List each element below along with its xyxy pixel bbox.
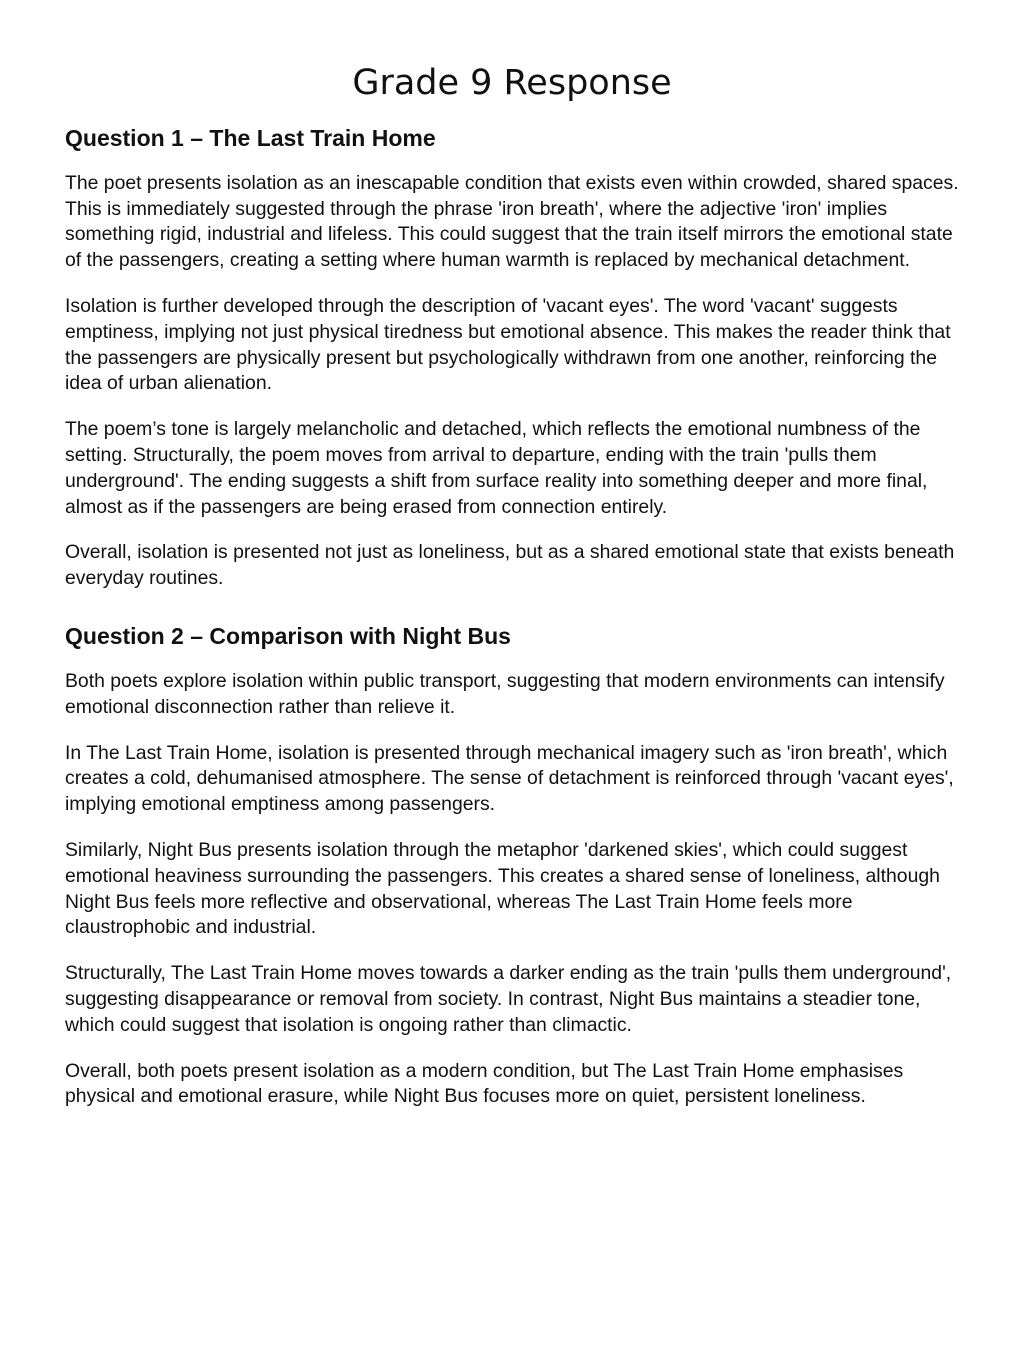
question-1-heading: Question 1 – The Last Train Home xyxy=(65,125,436,151)
paragraph: The poem’s tone is largely melancholic and detached, which reflects the emotional numbness of the setting. Structurally, the poem moves from arrival to departure, ending with the train 'pulls them underground'. The ending suggests a shift from surface reality into something deeper and more final, almost as if the passengers are being erased from connection entirely. xyxy=(65,418,928,518)
document-page xyxy=(65,62,965,1130)
question-2-section xyxy=(65,622,965,1110)
paragraph: Isolation is further developed through the description of 'vacant eyes'. The word 'vacant' suggests emptiness, implying not just physical tiredness but emotional absence. This makes the reader think that the passengers are physically present but psychologically withdrawn from one another, reinforcing the idea of urban alienation. xyxy=(65,295,951,395)
paragraph: In The Last Train Home, isolation is presented through mechanical imagery such as 'iron breath', which creates a cold, dehumanised atmosphere. The sense of detachment is reinforced through 'vacant eyes', implying emotional emptiness among passengers. xyxy=(65,741,954,816)
question-1-section xyxy=(65,124,965,592)
paragraph: Overall, both poets present isolation as a modern condition, but The Last Train Home emphasises physical and emotional erasure, while Night Bus focuses more on quiet, persistent loneliness. xyxy=(65,1059,904,1108)
question-2-heading: Question 2 – Comparison with Night Bus xyxy=(65,623,511,650)
paragraph: Structurally, The Last Train Home moves towards a darker ending as the train 'pulls them underground', suggesting disappearance or removal from society. In contrast, Night Bus maintains a steadier tone, which could suggest that isolation is ongoing rather than climactic. xyxy=(65,962,952,1036)
paragraph: Both poets explore isolation within public transport, suggesting that modern environments can intensify emotional disconnection rather than relieve it. xyxy=(65,669,945,718)
paragraph: The poet presents isolation as an inescapable condition that exists even within crowded, shared spaces. This is immediately suggested through the phrase 'iron breath', where the adjective 'iron' implies something rigid, industrial and lifeless. This could suggest that the train itself mirrors the emotional state of the passengers, creating a setting where human warmth is replaced by mechanical detachment. xyxy=(65,171,959,272)
paragraph: Overall, isolation is presented not just as loneliness, but as a shared emotional state that exists beneath everyday routines. xyxy=(65,541,955,590)
paragraph: Similarly, Night Bus presents isolation through the metaphor 'darkened skies', which could suggest emotional heaviness surrounding the passengers. This creates a shared sense of loneliness, although Night Bus feels more reflective and observational, whereas The Last Train Home feels more claustrophobic and industrial. xyxy=(65,838,940,939)
document-title: Grade 9 Response xyxy=(352,63,672,103)
